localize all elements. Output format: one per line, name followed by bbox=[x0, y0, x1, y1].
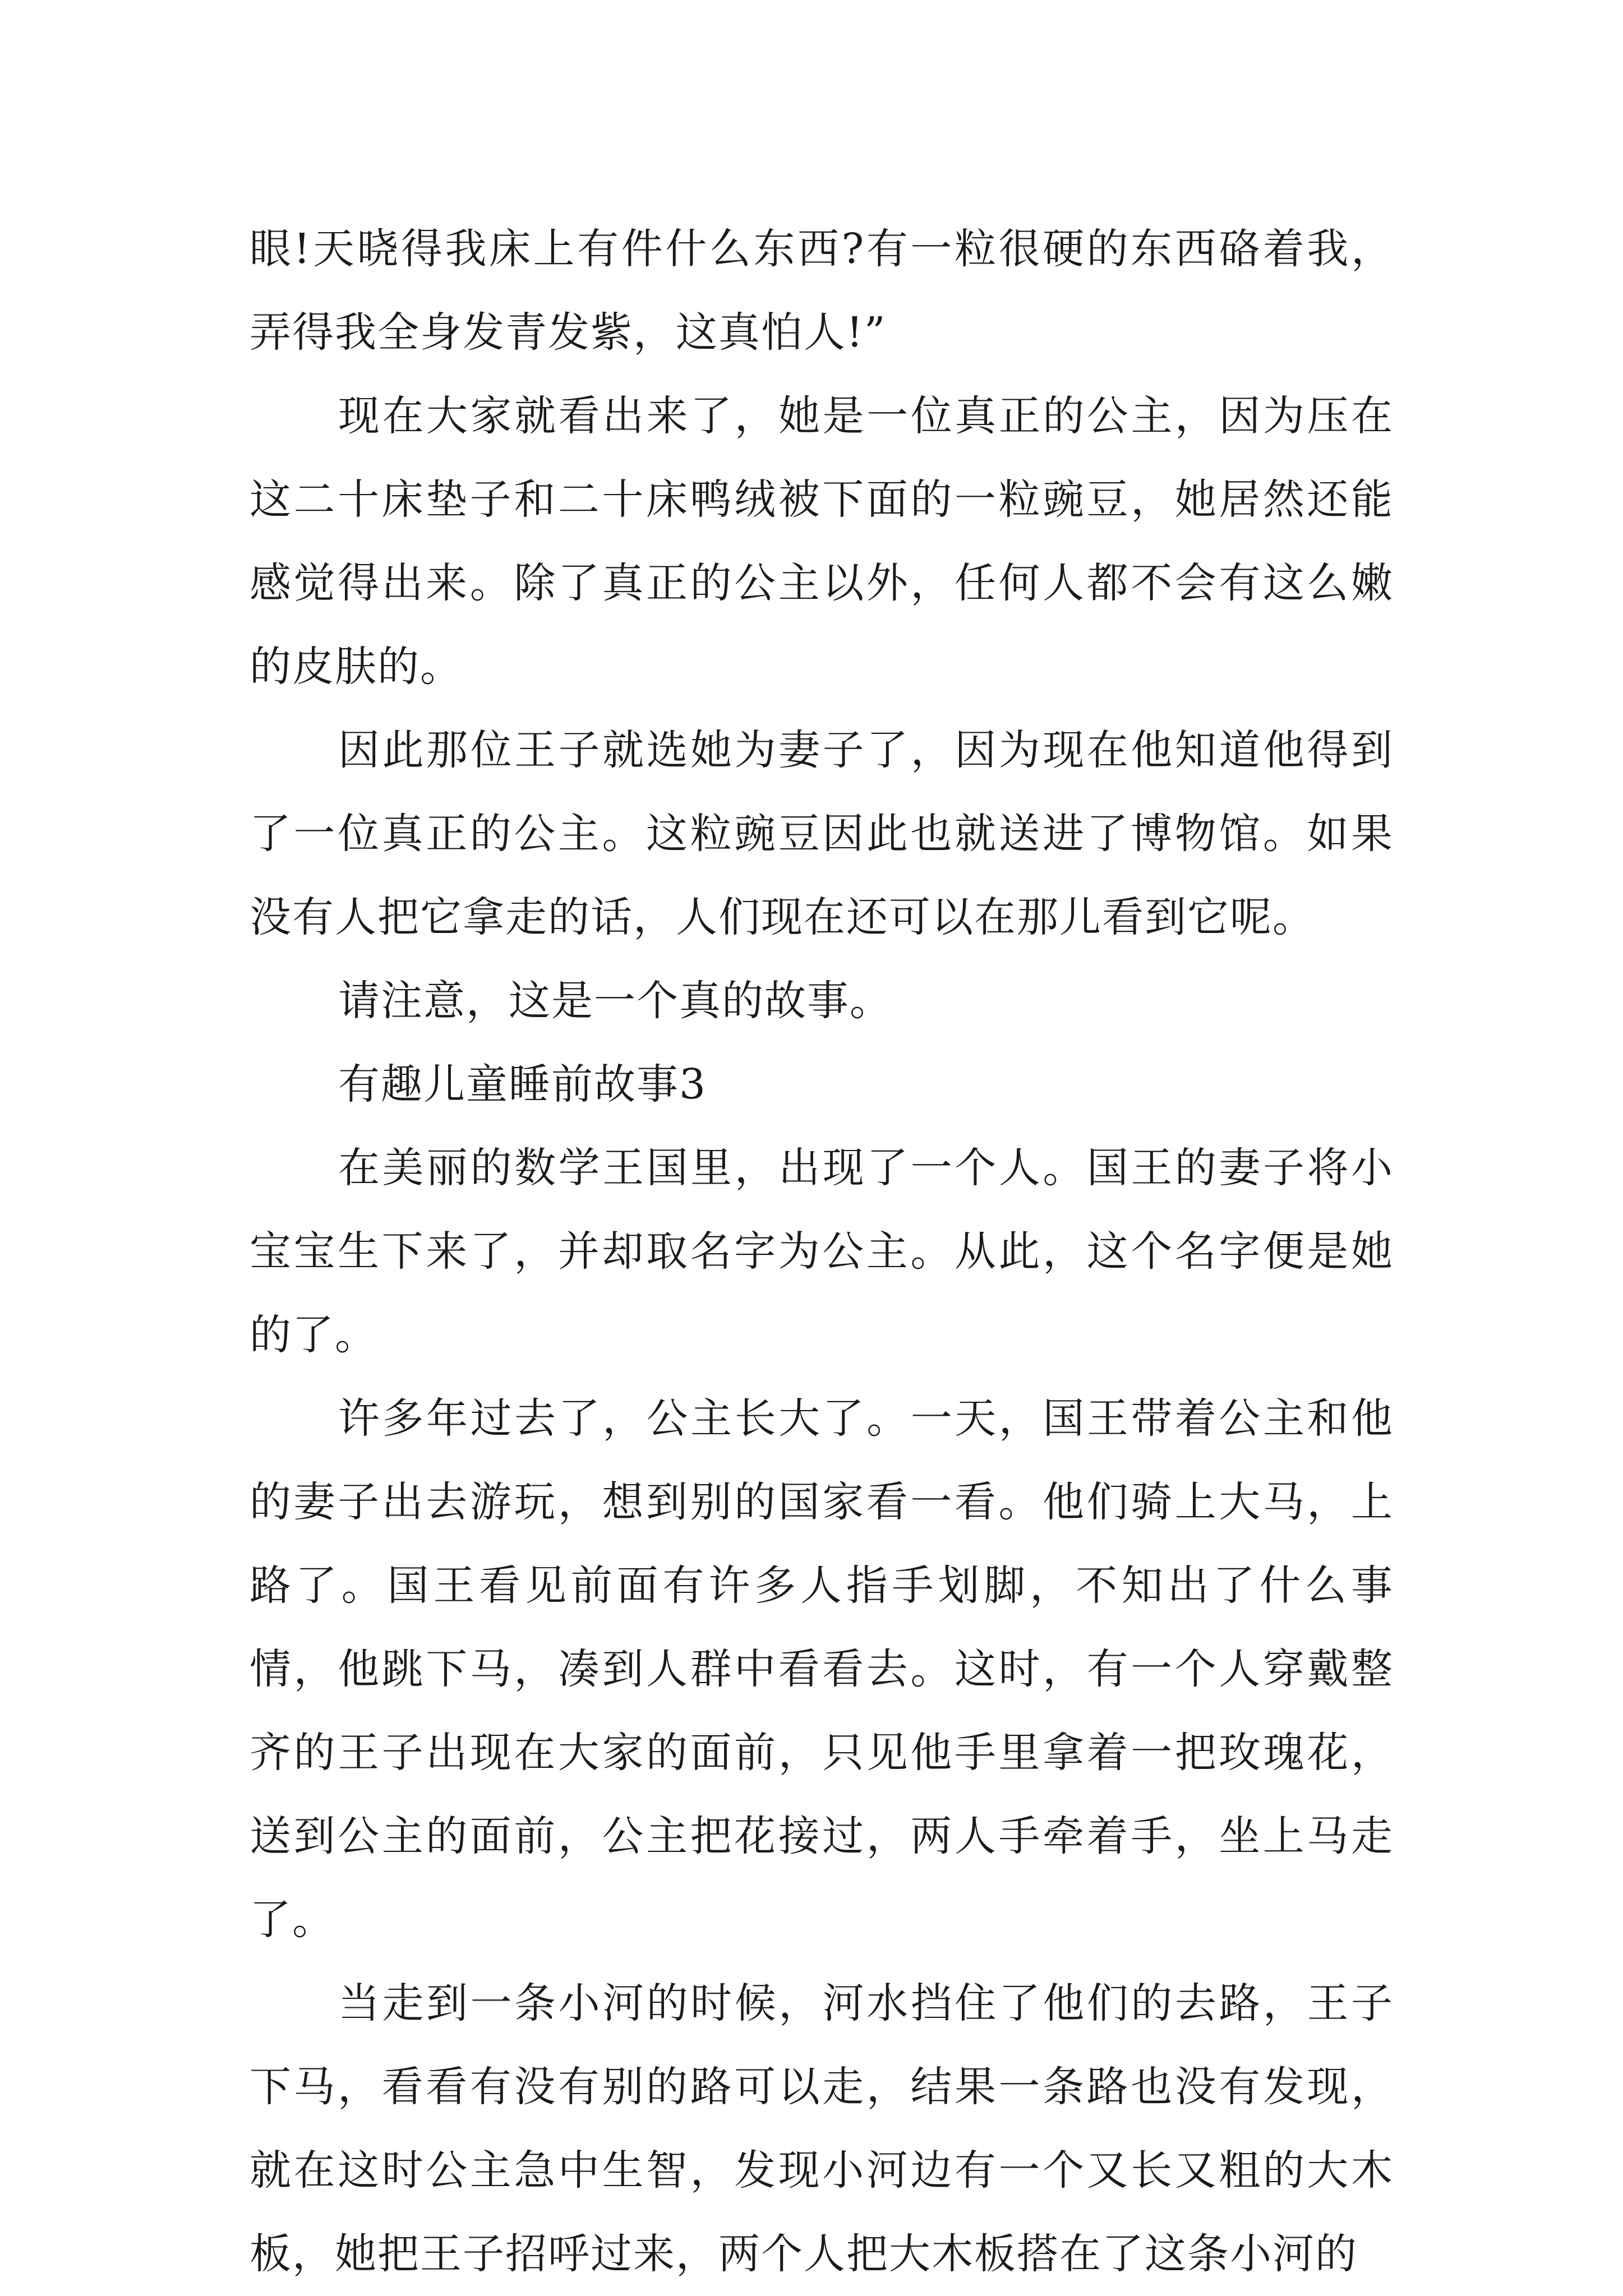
paragraph-2: 现在大家就看出来了，她是一位真正的公主，因为压在这二十床垫子和二十床鸭绒被下面的一粒豌豆，她居然还能感觉得出来。除了真正的公主以外，任何人都不会有这么嫩的皮肤的。 bbox=[250, 392, 1394, 691]
paragraph-7: 当走到一条小河的时候，河水挡住了他们的去路，王子下马，看看有没有别的路可以走，结果一条路也没有发现，就在这时公主急中生智，发现小河边有一个又长又粗的大木板，她把王子招呼过来，两个人把大木板搭在了这条小河的 bbox=[250, 1979, 1394, 2278]
body-text bbox=[250, 207, 1394, 2296]
paragraph-5: 在美丽的数学王国里，出现了一个人。国王的妻子将小宝宝生下来了，并却取名字为公主。从此，这个名字便是她的了。 bbox=[250, 1144, 1394, 1359]
paragraph-1: 眼!天晓得我床上有件什么东西?有一粒很硬的东西硌着我，弄得我全身发青发紫，这真怕人!” bbox=[250, 225, 1394, 357]
paragraph-3: 因此那位王子就选她为妻子了，因为现在他知道他得到了一位真正的公主。这粒豌豆因此也就送进了博物馆。如果没有人把它拿走的话，人们现在还可以在那儿看到它呢。 bbox=[250, 726, 1394, 941]
paragraph-6: 许多年过去了，公主长大了。一天，国王带着公主和他的妻子出去游玩，想到别的国家看一看。他们骑上大马，上路了。国王看见前面有许多人指手划脚，不知出了什么事情，他跳下马，凑到人群中看看去。这时，有一个人穿戴整齐的王子出现在大家的面前，只见他手里拿着一把玫瑰花，送到公主的面前，公主把花接过，两人手牵着手，坐上马走了。 bbox=[250, 1394, 1394, 1944]
paragraph-4: 请注意，这是一个真的故事。 bbox=[338, 977, 892, 1025]
story-heading: 有趣儿童睡前故事3 bbox=[338, 1060, 707, 1108]
